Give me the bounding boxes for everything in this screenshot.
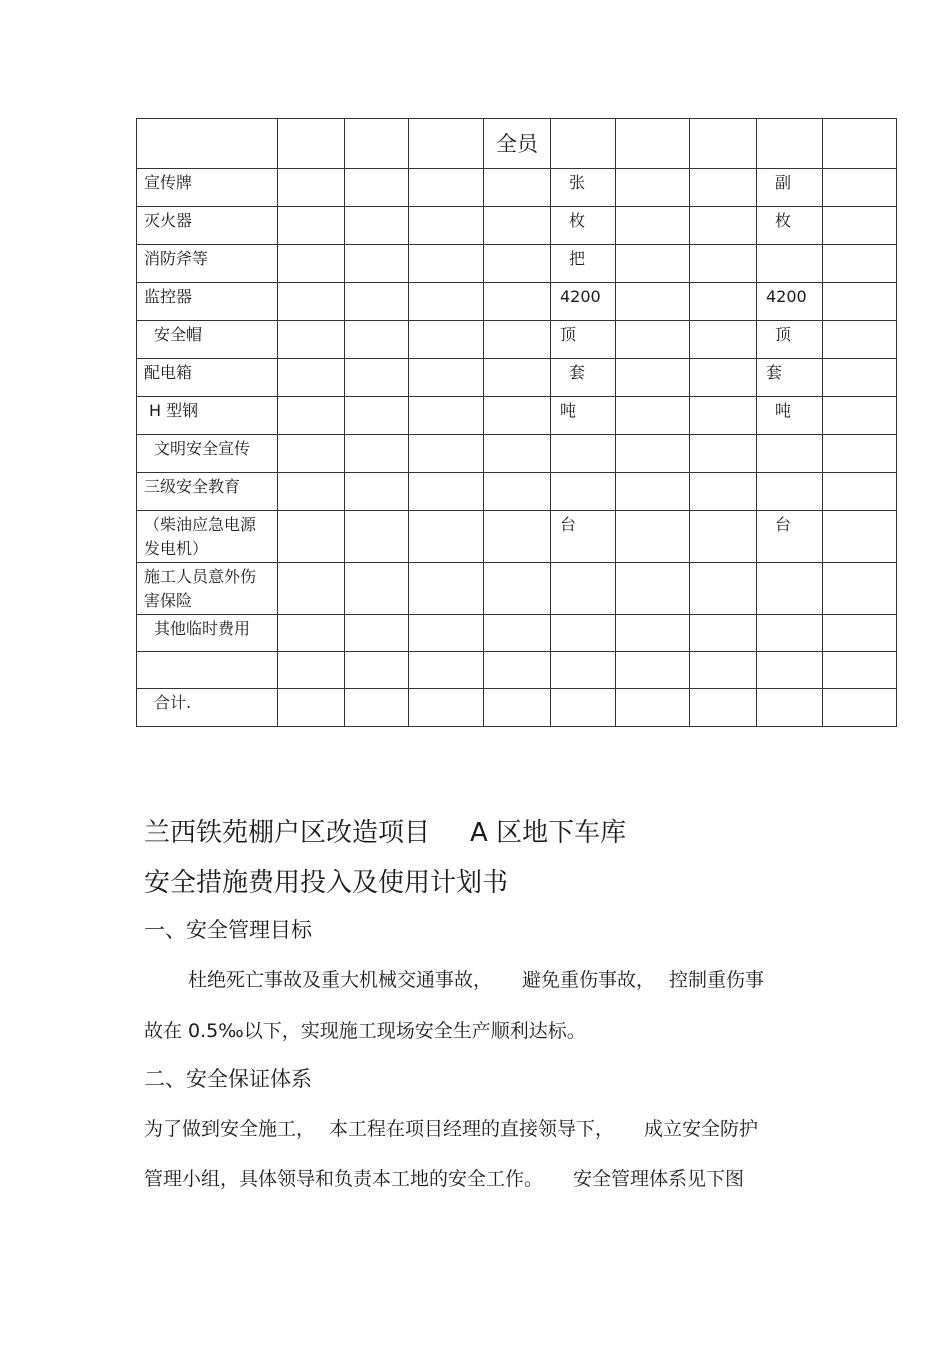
unit-cell: 枚 [569,211,586,230]
section-heading-goals: 一、安全管理目标 [144,918,312,942]
item-name: 宣传牌 [137,169,278,207]
unit-cell: 枚 [775,211,792,230]
item-name: 三级安全教育 [137,473,278,511]
text-run: 本工程在项目经理的直接领导下， [329,1118,615,1140]
doc-title-line2: 安全措施费用投入及使用计划书 [144,868,509,898]
text-run: 杜绝死亡事故及重大机械交通事故， [188,969,493,991]
item-name: 施工人员意外伤害保险 [137,563,278,615]
item-name: （柴油应急电源 发电机） [137,511,278,563]
paragraph-line [144,1114,758,1141]
item-name: 监控器 [137,283,278,321]
unit-cell: 把 [569,249,586,268]
safety-cost-table [136,118,897,727]
section-heading-guarantee: 二、安全保证体系 [144,1067,312,1091]
table-row-blank [137,652,897,689]
table-row [137,207,897,245]
item-name: 合计. [137,689,278,727]
text-run: 避免重伤事故， [522,969,656,991]
item-name [137,652,278,689]
title-project-name: 兰西铁苑棚户区改造项目 [144,818,431,848]
table-row [137,511,897,563]
unit-cell: 4200 [551,283,616,321]
text-run: 成立安全防护 [644,1118,759,1140]
unit-cell: 吨 [775,401,792,420]
table-row-total [137,689,897,727]
item-name: 安全帽 [137,321,278,359]
unit-cell: 顶 [551,321,616,359]
unit-cell: 套 [569,363,586,382]
unit-cell: 副 [775,173,792,192]
item-name: 消防斧等 [137,245,278,283]
unit-cell: 台 [551,511,616,563]
table-row [137,245,897,283]
table-row [137,283,897,321]
item-name: 文明安全宣传 [137,435,278,473]
item-name: H 型钢 [137,397,278,435]
table-row [137,169,897,207]
table-row [137,615,897,652]
table-row [137,563,897,615]
text-run: 安全管理体系见下图 [573,1168,745,1190]
item-name: 配电箱 [137,359,278,397]
paragraph-line [144,1164,744,1191]
unit-cell: 4200 [757,283,823,321]
unit-cell: 吨 [551,397,616,435]
table-row [137,359,897,397]
item-name: 其他临时费用 [137,615,278,652]
unit-cell: 顶 [775,325,792,344]
table-row [137,435,897,473]
table-row [137,321,897,359]
unit-cell: 台 [775,515,792,534]
table-row [137,473,897,511]
table-row [137,397,897,435]
doc-title-line1 [144,812,626,849]
text-run: 控制重伤事 [669,969,765,991]
paragraph-line: 故在 0.5‰以下，实现施工现场安全生产顺利达标。 [144,1020,586,1042]
unit-cell: 张 [569,173,586,192]
text-run: 管理小组，具体领导和负责本工地的安全工作。 [144,1168,544,1190]
item-name: 灭火器 [137,207,278,245]
unit-cell: 套 [757,359,823,397]
header-cell-quanyuan: 全员 [484,119,551,169]
title-area-name: A 区地下车库 [470,818,627,848]
text-run: 为了做到安全施工， [144,1118,316,1140]
paragraph-line [188,965,764,992]
table-header-row [137,119,897,169]
